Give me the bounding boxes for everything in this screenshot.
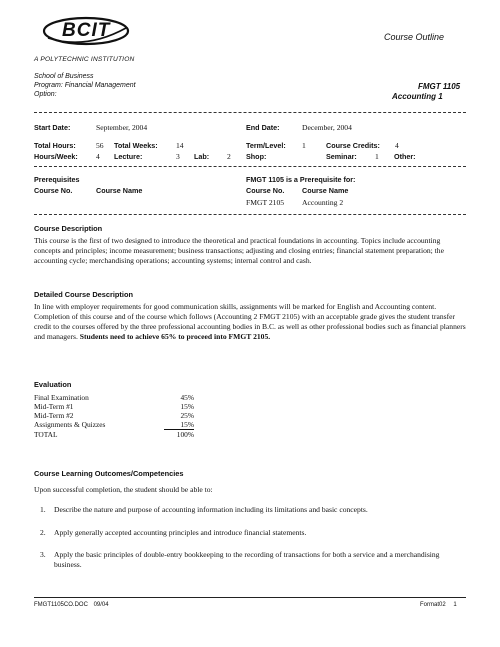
hours-week-label: Hours/Week: (34, 152, 78, 161)
is-prereq-col-no: Course No. (246, 186, 285, 195)
prereq-title: Prerequisites (34, 175, 80, 184)
lecture-value: 3 (176, 152, 180, 161)
footer-date: 09/04 (93, 602, 109, 608)
footer-format-label: Format02 (420, 602, 446, 608)
evaluation-table (34, 393, 194, 439)
list-item (40, 528, 460, 540)
start-date-label: Start Date: (34, 123, 71, 132)
outcome-text: Apply generally accepted accounting principles and introduce financial statements. (54, 528, 307, 537)
eval-pct: 25% (180, 411, 194, 420)
logo-tagline: A POLYTECHNIC INSTITUTION (34, 56, 135, 63)
end-date-label: End Date: (246, 123, 280, 132)
bcit-logo (40, 14, 132, 52)
eval-total-label: TOTAL (34, 429, 58, 439)
option-label: Option: (34, 91, 57, 98)
total-weeks-value: 14 (176, 141, 184, 150)
table-row (34, 430, 194, 440)
doc-type: Course Outline (384, 32, 445, 42)
evaluation-title: Evaluation (34, 380, 72, 389)
eval-pct: 15% (164, 420, 194, 430)
detailed-bold-note: Students need to achieve 65% to proceed into FMGT 2105. (79, 332, 271, 341)
shop-label: Shop: (246, 152, 267, 161)
is-prereq-row-name: Accounting 2 (302, 198, 344, 207)
lecture-label: Lecture: (114, 152, 143, 161)
eval-item: Final Examination (34, 393, 89, 402)
page-number: 1 (453, 602, 457, 608)
start-date-value: September, 2004 (96, 123, 148, 132)
is-prereq-row-no: FMGT 2105 (246, 198, 285, 207)
term-level-label: Term/Level: (246, 141, 286, 150)
outcome-number: 2. (40, 528, 46, 537)
credits-value: 4 (395, 141, 399, 150)
hours-week-value: 4 (96, 152, 100, 161)
list-item (40, 505, 460, 517)
lab-value: 2 (227, 152, 231, 161)
outcomes-intro: Upon successful completion, the student should be able to: (34, 485, 213, 494)
prereq-col-no: Course No. (34, 186, 73, 195)
outcome-number: 1. (40, 505, 46, 514)
total-hours-value: 56 (96, 141, 104, 150)
logo-wordmark: BCIT (62, 20, 111, 41)
eval-item: Assignments & Quizzes (34, 420, 106, 430)
list-item (40, 550, 460, 572)
description-text: This course is the first of two designed to introduce the theoretical and practical foundations in accounting. Topics include accounting concepts and principles; income measurement; business transactions; adjusting and closing entries; financial statement preparation; the accounting cycle; merchandising operations; accounting systems; internal control and cash. (34, 236, 444, 265)
outcome-text: Apply the basic principles of double-entry bookkeeping to the recording of transactions for both a service and a merchandising business. (54, 550, 440, 569)
course-name: Accounting 1 (392, 92, 443, 101)
footer-format (420, 602, 457, 608)
credits-label: Course Credits: (326, 141, 380, 150)
end-date-value: December, 2004 (302, 123, 352, 132)
description-title: Course Description (34, 224, 103, 233)
footer-file: FMGT1105CO.DOC (34, 602, 88, 608)
other-label: Other: (394, 152, 416, 161)
outcomes-title: Course Learning Outcomes/Competencies (34, 469, 184, 478)
school-name: School of Business (34, 73, 94, 80)
detailed-text (34, 302, 468, 342)
program-name: Program: Financial Management (34, 82, 136, 89)
eval-item: Mid-Term #1 (34, 402, 74, 411)
course-code: FMGT 1105 (418, 82, 461, 91)
total-weeks-label: Total Weeks: (114, 141, 158, 150)
eval-item: Mid-Term #2 (34, 411, 74, 420)
footer-divider (34, 597, 466, 598)
term-level-value: 1 (302, 141, 306, 150)
eval-pct: 15% (180, 402, 194, 411)
table-row (34, 393, 194, 402)
seminar-value: 1 (375, 152, 379, 161)
table-row (34, 402, 194, 411)
is-prereq-col-name: Course Name (302, 186, 349, 195)
prereq-divider (34, 214, 466, 215)
outcome-number: 3. (40, 550, 46, 559)
detailed-title: Detailed Course Description (34, 290, 133, 299)
table-row (34, 411, 194, 420)
header-divider (34, 112, 466, 113)
eval-total-value: 100% (176, 430, 194, 439)
total-hours-label: Total Hours: (34, 141, 76, 150)
seminar-label: Seminar: (326, 152, 357, 161)
is-prereq-title: FMGT 1105 is a Prerequisite for: (246, 175, 356, 184)
eval-pct: 45% (180, 393, 194, 402)
lab-label: Lab: (194, 152, 210, 161)
info-divider (34, 166, 466, 167)
footer-filename (34, 602, 109, 608)
table-row (34, 420, 194, 430)
prereq-col-name: Course Name (96, 186, 143, 195)
outcome-text: Describe the nature and purpose of accounting information including its limitations and basic concepts. (54, 505, 368, 514)
detailed-body: In line with employer requirements for good communication skills, assignments will be marked for English and Accounting content. Completion of this course and of the course which follows (Accounting 2 FMGT 2105) with an acceptable grade gives the student transfer credit to the courses offered by the three professional accounting bodies in B.C. as well as other professional bodies such as financial planners and managers. (34, 302, 466, 341)
